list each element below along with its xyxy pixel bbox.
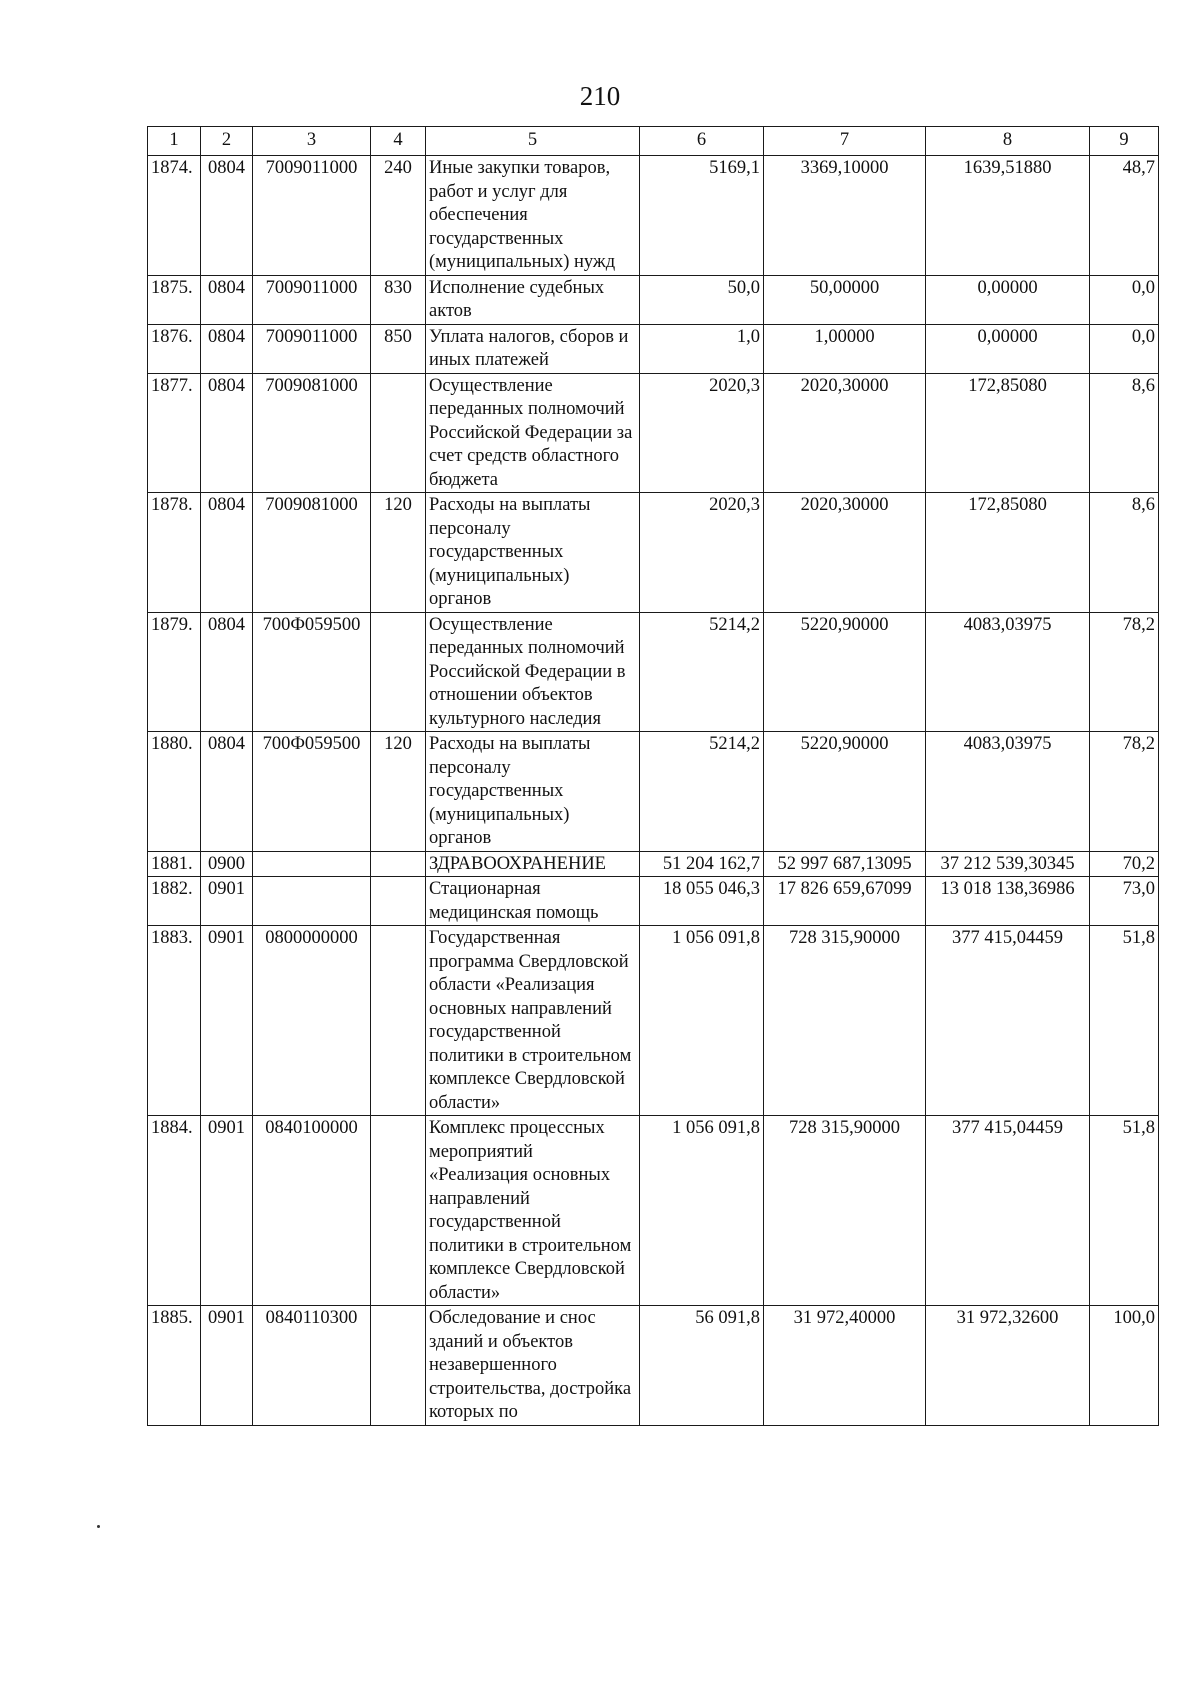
section-code-cell: 0901 [201, 1306, 253, 1426]
value-col7-cell: 728 315,90000 [764, 926, 926, 1116]
expense-type-cell [371, 877, 426, 926]
percent-cell: 78,2 [1090, 612, 1159, 732]
value-col7-cell: 3369,10000 [764, 156, 926, 276]
value-col8-cell: 0,00000 [926, 275, 1090, 324]
target-code-cell: 7009011000 [253, 156, 371, 276]
value-col8-cell: 0,00000 [926, 324, 1090, 373]
column-header-2: 2 [201, 127, 253, 156]
expense-type-cell: 120 [371, 732, 426, 852]
value-col6-cell: 50,0 [640, 275, 764, 324]
value-col7-cell: 52 997 687,13095 [764, 851, 926, 877]
value-col7-cell: 2020,30000 [764, 373, 926, 493]
target-code-cell: 7009081000 [253, 373, 371, 493]
expense-type-cell: 850 [371, 324, 426, 373]
table-row [148, 493, 1159, 613]
target-code-cell: 700Ф059500 [253, 732, 371, 852]
item-name-cell: Осуществление переданных полномочий Российской Федерации за счет средств областного бюджета [426, 373, 640, 493]
target-code-cell: 7009011000 [253, 275, 371, 324]
target-code-cell: 0800000000 [253, 926, 371, 1116]
section-code-cell: 0804 [201, 156, 253, 276]
value-col6-cell: 2020,3 [640, 493, 764, 613]
expense-type-cell [371, 851, 426, 877]
value-col7-cell: 2020,30000 [764, 493, 926, 613]
page-number: 210 [579, 81, 621, 111]
item-name-cell: Осуществление переданных полномочий Российской Федерации в отношении объектов культурного наследия [426, 612, 640, 732]
target-code-cell: 7009011000 [253, 324, 371, 373]
scan-speck [97, 1525, 100, 1528]
item-name-cell: Стационарная медицинская помощь [426, 877, 640, 926]
section-code-cell: 0804 [201, 275, 253, 324]
target-code-cell: 700Ф059500 [253, 612, 371, 732]
table-body [148, 156, 1159, 1426]
expense-type-cell: 830 [371, 275, 426, 324]
row-number-cell: 1880. [148, 732, 201, 852]
value-col7-cell: 5220,90000 [764, 732, 926, 852]
budget-table [147, 126, 1159, 1426]
value-col8-cell: 377 415,04459 [926, 1116, 1090, 1306]
column-header-6: 6 [640, 127, 764, 156]
table-row [148, 851, 1159, 877]
row-number-cell: 1877. [148, 373, 201, 493]
section-code-cell: 0901 [201, 926, 253, 1116]
value-col6-cell: 18 055 046,3 [640, 877, 764, 926]
value-col7-cell: 728 315,90000 [764, 1116, 926, 1306]
value-col6-cell: 1 056 091,8 [640, 926, 764, 1116]
target-code-cell: 0840100000 [253, 1116, 371, 1306]
item-name-cell: Расходы на выплаты персоналу государственных (муниципальных) органов [426, 493, 640, 613]
row-number-cell: 1875. [148, 275, 201, 324]
percent-cell: 48,7 [1090, 156, 1159, 276]
percent-cell: 8,6 [1090, 373, 1159, 493]
row-number-cell: 1874. [148, 156, 201, 276]
expense-type-cell [371, 926, 426, 1116]
target-code-cell: 7009081000 [253, 493, 371, 613]
value-col8-cell: 172,85080 [926, 373, 1090, 493]
section-code-cell: 0900 [201, 851, 253, 877]
value-col6-cell: 5169,1 [640, 156, 764, 276]
table-row [148, 926, 1159, 1116]
value-col7-cell: 17 826 659,67099 [764, 877, 926, 926]
percent-cell: 8,6 [1090, 493, 1159, 613]
value-col6-cell: 5214,2 [640, 612, 764, 732]
section-code-cell: 0901 [201, 1116, 253, 1306]
value-col7-cell: 31 972,40000 [764, 1306, 926, 1426]
percent-cell: 78,2 [1090, 732, 1159, 852]
target-code-cell [253, 851, 371, 877]
percent-cell: 0,0 [1090, 275, 1159, 324]
value-col6-cell: 2020,3 [640, 373, 764, 493]
column-header-3: 3 [253, 127, 371, 156]
value-col8-cell: 1639,51880 [926, 156, 1090, 276]
section-code-cell: 0804 [201, 732, 253, 852]
expense-type-cell [371, 612, 426, 732]
expense-type-cell: 240 [371, 156, 426, 276]
table-row [148, 612, 1159, 732]
table-row [148, 877, 1159, 926]
value-col8-cell: 37 212 539,30345 [926, 851, 1090, 877]
item-name-cell: Государственная программа Свердловской области «Реализация основных направлений государственной политики в строительном комплексе Свердловской области» [426, 926, 640, 1116]
column-header-4: 4 [371, 127, 426, 156]
percent-cell: 0,0 [1090, 324, 1159, 373]
percent-cell: 51,8 [1090, 926, 1159, 1116]
value-col8-cell: 13 018 138,36986 [926, 877, 1090, 926]
percent-cell: 70,2 [1090, 851, 1159, 877]
column-header-8: 8 [926, 127, 1090, 156]
section-code-cell: 0804 [201, 493, 253, 613]
expense-type-cell: 120 [371, 493, 426, 613]
value-col6-cell: 56 091,8 [640, 1306, 764, 1426]
table-row [148, 275, 1159, 324]
value-col8-cell: 4083,03975 [926, 612, 1090, 732]
table-header [148, 127, 1159, 156]
item-name-cell: Расходы на выплаты персоналу государственных (муниципальных) органов [426, 732, 640, 852]
row-number-cell: 1879. [148, 612, 201, 732]
value-col6-cell: 51 204 162,7 [640, 851, 764, 877]
percent-cell: 100,0 [1090, 1306, 1159, 1426]
value-col6-cell: 1 056 091,8 [640, 1116, 764, 1306]
expense-type-cell [371, 1116, 426, 1306]
section-code-cell: 0804 [201, 612, 253, 732]
item-name-cell: Комплекс процессных мероприятий «Реализация основных направлений государственной политики в строительном комплексе Свердловской области» [426, 1116, 640, 1306]
percent-cell: 51,8 [1090, 1116, 1159, 1306]
table-row [148, 1116, 1159, 1306]
column-header-5: 5 [426, 127, 640, 156]
item-name-cell: Исполнение судебных актов [426, 275, 640, 324]
column-header-9: 9 [1090, 127, 1159, 156]
value-col8-cell: 4083,03975 [926, 732, 1090, 852]
row-number-cell: 1878. [148, 493, 201, 613]
header-row [148, 127, 1159, 156]
value-col7-cell: 5220,90000 [764, 612, 926, 732]
column-header-1: 1 [148, 127, 201, 156]
row-number-cell: 1882. [148, 877, 201, 926]
value-col7-cell: 50,00000 [764, 275, 926, 324]
item-name-cell: Иные закупки товаров, работ и услуг для обеспечения государственных (муниципальных) нужд [426, 156, 640, 276]
value-col6-cell: 1,0 [640, 324, 764, 373]
target-code-cell: 0840110300 [253, 1306, 371, 1426]
table-row [148, 1306, 1159, 1426]
item-name-cell: Обследование и снос зданий и объектов незавершенного строительства, достройка которых по [426, 1306, 640, 1426]
row-number-cell: 1884. [148, 1116, 201, 1306]
value-col8-cell: 172,85080 [926, 493, 1090, 613]
section-code-cell: 0804 [201, 373, 253, 493]
expense-type-cell [371, 1306, 426, 1426]
item-name-cell: ЗДРАВООХРАНЕНИЕ [426, 851, 640, 877]
table-row [148, 732, 1159, 852]
row-number-cell: 1881. [148, 851, 201, 877]
column-header-7: 7 [764, 127, 926, 156]
percent-cell: 73,0 [1090, 877, 1159, 926]
item-name-cell: Уплата налогов, сборов и иных платежей [426, 324, 640, 373]
row-number-cell: 1885. [148, 1306, 201, 1426]
section-code-cell: 0901 [201, 877, 253, 926]
value-col8-cell: 377 415,04459 [926, 926, 1090, 1116]
expense-type-cell [371, 373, 426, 493]
table-row [148, 156, 1159, 276]
value-col7-cell: 1,00000 [764, 324, 926, 373]
section-code-cell: 0804 [201, 324, 253, 373]
target-code-cell [253, 877, 371, 926]
table-row [148, 373, 1159, 493]
row-number-cell: 1876. [148, 324, 201, 373]
row-number-cell: 1883. [148, 926, 201, 1116]
table-row [148, 324, 1159, 373]
value-col8-cell: 31 972,32600 [926, 1306, 1090, 1426]
value-col6-cell: 5214,2 [640, 732, 764, 852]
